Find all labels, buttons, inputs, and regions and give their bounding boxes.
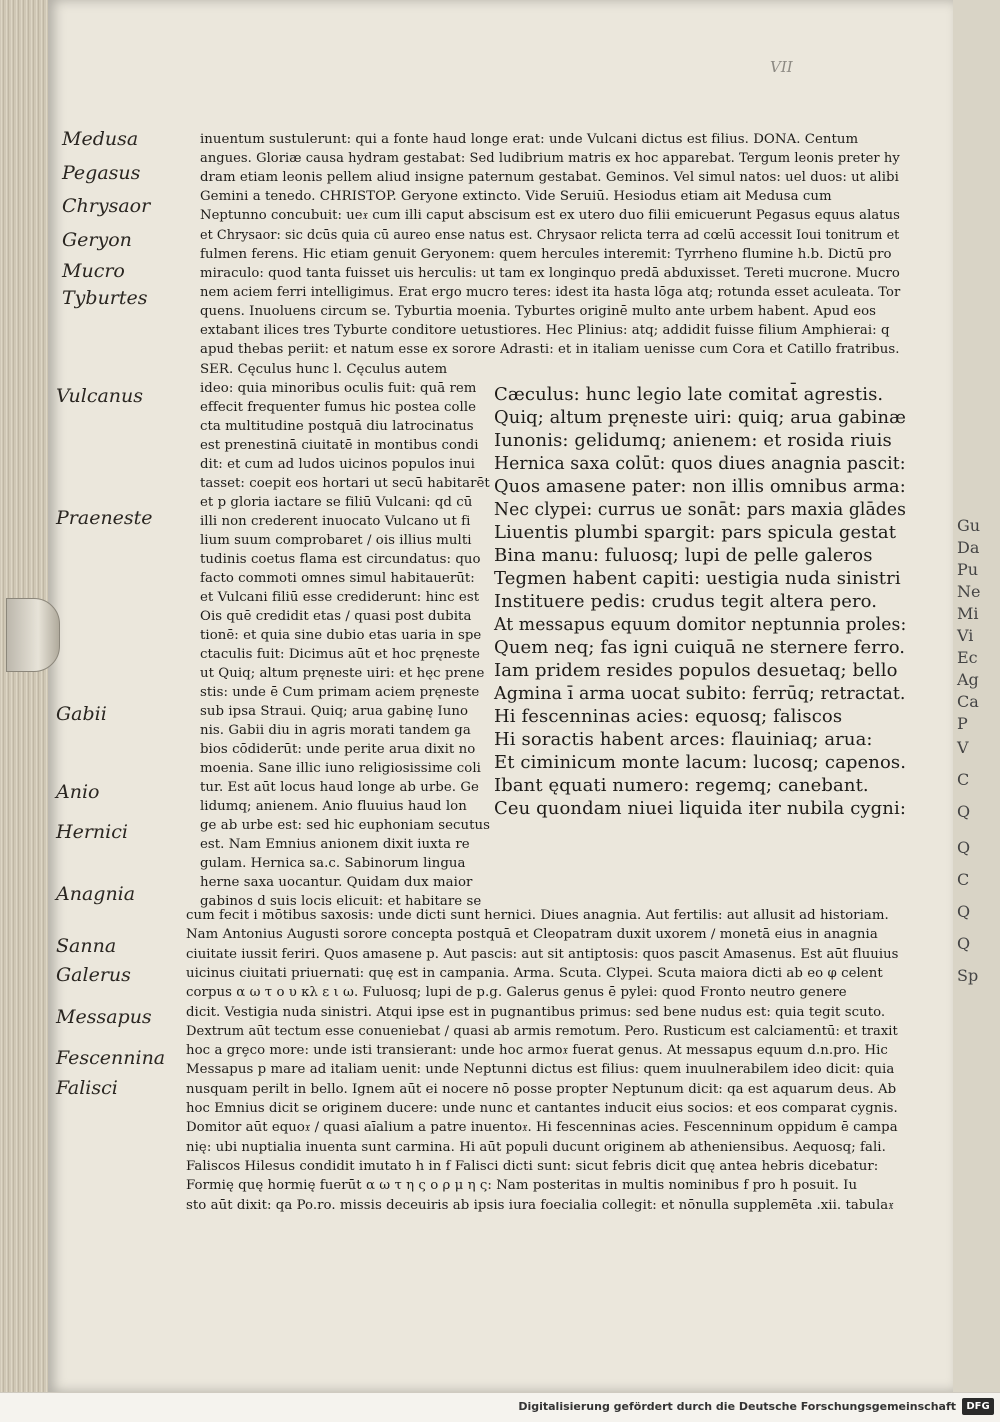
margin-note: Chrysaor <box>62 195 151 217</box>
commentary-line: effecit frequenter fumus hic postea colle <box>200 400 477 415</box>
commentary-line: nusquam perilt in bello. Ignem aūt ei nocere nō posse propter Neptunum dicit: qa est aquarum deus. Ab <box>186 1081 897 1097</box>
verse-line: Liuentis plumbi spargit: pars spicula gestat <box>494 522 897 543</box>
commentary-line: dram etiam leonis pellem aliud insigne paternum gestabat. Geminos. Vel simul natos: uel duos: ut alibi <box>200 170 899 186</box>
margin-note: Messapus <box>56 1006 152 1028</box>
margin-note: Hernici <box>56 821 128 843</box>
verse-line: Iunonis: gelidumq; anienem: et rosida riuis <box>494 430 892 451</box>
commentary-line: tur. Est aūt locus haud longe ab urbe. Ge <box>200 780 479 795</box>
margin-note: Pegasus <box>62 162 141 184</box>
book-page <box>48 0 953 1392</box>
verse-line: Quem neq; fas igni cuiquā ne sternere ferro. <box>494 637 906 658</box>
commentary-line: gabinos d suis locis elicuit: et habitare se <box>200 894 482 909</box>
commentary-line: herne saxa uocantur. Quidam dux maior <box>200 875 473 890</box>
verse-line: Hernica saxa colūt: quos diues anagnia pascit: <box>494 453 906 474</box>
facing-page-letter: Mi <box>957 604 979 623</box>
facing-page-letter: Pu <box>957 560 979 579</box>
verse-line: Nec clypei: currus ue sonāt: pars maxia glādes <box>494 499 906 520</box>
facing-page-letter: P <box>957 714 968 733</box>
margin-note: Sanna <box>56 935 117 957</box>
margin-note: Fescennina <box>56 1047 166 1069</box>
footer-credit: Digitalisierung gefördert durch die Deutsche Forschungsgemeinschaft <box>518 1400 956 1413</box>
verse-line: Quiq; altum pręneste uiri: quiq; arua gabinæ <box>494 407 907 428</box>
commentary-line: et Vulcani filiū esse crediderunt: hinc est <box>200 590 480 605</box>
commentary-line: est prenestinā ciuitatē in montibus condi <box>200 438 479 453</box>
commentary-line: Dextrum aūt tectum esse conueniebat / quasi ab armis remotum. Pero. Rusticum est calciamentū: et traxit <box>186 1023 898 1039</box>
dfg-logo: DFG <box>962 1398 994 1415</box>
verse-line: Iam pridem resides populos desuetaq; bello <box>494 660 898 681</box>
facing-page-letter: Ag <box>957 670 979 689</box>
footer-bar <box>0 1392 1000 1422</box>
commentary-line: hoc a grȩco more: unde isti transierant: unde hoc armo𝔵 fuerat genus. At messapus equum d.n.pro. Hic <box>186 1043 888 1059</box>
facing-page-letter: Da <box>957 538 980 557</box>
margin-note: Anio <box>56 781 100 803</box>
commentary-line: apud thebas periit: et natum esse ex sorore Adrasti: et in italiam uenisse cum Cora et Catillo fratribus. <box>200 342 900 358</box>
verse-line: Ceu quondam niuei liquida iter nubila cygni: <box>494 798 906 819</box>
margin-note: Anagnia <box>56 883 136 905</box>
commentary-line: corpus α ω τ ο υ κλ ε ι ω. Fuluosq; lupi de p.g. Galerus genus ē pylei: quod Fronto neutro genere <box>186 985 847 1001</box>
margin-note: Praeneste <box>56 507 153 529</box>
commentary-line: extabant ilices tres Tyburte conditore uetustiores. Hec Plinius: atq; addidit fuisse filium Amphierai: q <box>200 323 890 338</box>
verse-line: Hi fescenninas acies: equosq; faliscos <box>494 706 843 727</box>
verse-line: Quos amasene pater: non illis omnibus arma: <box>494 476 906 497</box>
verse-line: Agmina ī arma uocat subito: ferrūq; retractat. <box>494 683 906 704</box>
verse-line: Hi soractis habent arces: flauiniaq; arua: <box>494 729 873 750</box>
margin-note: Falisci <box>56 1077 118 1099</box>
commentary-line: nem aciem ferri intelligimus. Erat ergo mucro teres: idest ita hasta lōga atq; rotunda esset aculeata. Tor <box>200 284 901 300</box>
commentary-line: lium suum comprobaret / ois illius multi <box>200 533 472 548</box>
commentary-line: illi non crederent inuocato Vulcano ut fi <box>200 514 471 529</box>
commentary-line: tionē: et quia sine dubio etas uaria in spe <box>200 628 482 643</box>
facing-page-letter: Ne <box>957 582 981 601</box>
commentary-line: inuentum sustulerunt: qui a fonte haud longe erat: unde Vulcani dictus est filius. DONA. Centum <box>200 132 859 147</box>
commentary-line: hoc Emnius dicit se originem ducere: unde nunc et cantantes inducit eius socios: et eos comparat cygnis. <box>186 1101 898 1116</box>
commentary-line: moenia. Sane illic iuno religiosissime coli <box>200 761 481 776</box>
commentary-line: cta multitudine postquā diu latrocinatus <box>200 419 474 434</box>
commentary-line: sto aūt dixit: qa Po.ro. missis deceuiris ab ipsis iura foecialia collegit: et nōnulla supplemēta .xii. tabula𝔵 <box>186 1197 894 1213</box>
commentary-line: Formię quę hormię fuerūt α ω τ η ς ο ρ μ η ς: Nam posteritas in multis nominibus f pro h posuit. Iu <box>186 1178 858 1194</box>
commentary-line: fulmen ferens. Hic etiam genuit Geryonem: quem hercules interemit: Tyrrheno flumine h.b. Dictū pro <box>200 246 892 262</box>
commentary-line: et p gloria iactare se filiū Vulcani: qd cū <box>200 495 473 510</box>
commentary-line: dicit. Vestigia nuda sinistri. Atqui ipse est in pugnantibus primus: sed bene nudus est: quia tegit scuto. <box>186 1004 886 1020</box>
commentary-line: ut Quiq; altum pręneste uiri: et hęc prene <box>200 666 485 681</box>
verse-line: At messapus equum domitor neptunnia proles: <box>494 614 907 635</box>
commentary-line: Messapus p mare ad italiam uenit: unde Neptunni dictus est filius: quem inuulnerabilem ideo dicit: quia <box>186 1062 895 1078</box>
commentary-line: miraculo: quod tanta fuisset uis herculis: ut tam ex longinquo predā abduxisset. Tereti mucrone. Mucro <box>200 265 900 281</box>
verse-line: Tegmen habent capiti: uestigia nuda sinistri <box>494 568 901 589</box>
margin-note: Mucro <box>62 260 125 282</box>
margin-note: Galerus <box>56 964 131 986</box>
facing-page-letter: Vi <box>957 626 974 645</box>
verse-line: Ibant ęquati numero: regemq; canebant. <box>494 775 869 796</box>
facing-page-letter: Q <box>957 902 971 921</box>
margin-note: Geryon <box>62 229 132 251</box>
verse-line: Cæculus: hunc legio late comitat̄ agrestis. <box>494 384 884 405</box>
commentary-line: gulam. Hernica sa.c. Sabinorum lingua <box>200 856 466 871</box>
facing-page-letter: Q <box>957 838 971 857</box>
commentary-line: Ois quē credidit etas / quasi post dubita <box>200 609 472 624</box>
verse-line: Bina manu: fuluosq; lupi de pelle galeros <box>494 545 873 566</box>
commentary-line: angues. Gloriæ causa hydram gestabat: Sed ludibrium matris ex hoc apparebat. Tergum leonis preter hy <box>200 151 900 167</box>
facing-page-letter: C <box>957 870 970 889</box>
commentary-line: Gemini a tenedo. CHRISTOP. Geryone extincto. Vide Seruiū. Hesiodus etiam ait Medusa cum <box>200 189 832 205</box>
commentary-line: ideo: quia minoribus oculis fuit: quā rem <box>200 381 477 396</box>
commentary-line: nię: ubi nuptialia inuenta sunt carmina. Hi aūt populi ducunt originem ab atheniensibus. Aequosq; fali. <box>186 1139 886 1155</box>
commentary-line: sub ipsa Straui. Quiq; arua gabinę Iuno <box>200 704 469 719</box>
commentary-line: quens. Inuoluens circum se. Tyburtia moenia. Tyburtes originē multo ante urbem habent. Apud eos <box>200 303 877 319</box>
commentary-line: Domitor aūt equo𝔵 / quasi aīalium a patre inuento𝔵. Hi fescenninas acies. Fescenninum oppidum ē campa <box>186 1120 898 1136</box>
verse-line: Et ciminicum monte lacum: lucosq; capenos. <box>494 752 907 773</box>
facing-page-letter: V <box>957 738 969 757</box>
commentary-line: et Chrysaor: sic dcūs quia cū aureo ense natus est. Chrysaor relicta terra ad cœlū accessit Ioui tonitrum et <box>200 227 900 243</box>
facing-page-letter: Q <box>957 934 971 953</box>
commentary-line: Faliscos Hilesus condidit imutato h in f Falisci dicti sunt: sicut febris dicit quę antea hebris dicebatur: <box>186 1158 879 1174</box>
commentary-line: dit: et cum ad ludos uicinos populos inui <box>200 457 475 472</box>
commentary-line: facto commoti omnes simul habitauerūt: <box>200 571 475 586</box>
commentary-line: est. Nam Emnius anionem dixit iuxta re <box>200 837 470 852</box>
commentary-line: Neptunno concubuit: ue𝔵 cum illi caput abscisum est ex utero duo filii emicuerunt Pegasus equus alatus <box>200 208 900 224</box>
commentary-line: ciuitate iussit feriri. Quos amasene p. Aut pascis: aut sit antiptosis: quos pascit Amasenus. Est aūt fluuius <box>186 946 899 962</box>
margin-note: Gabii <box>56 703 107 725</box>
commentary-line: lidumq; anienem. Anio fluuius haud lon <box>200 799 467 814</box>
book-page-edges <box>0 0 50 1392</box>
facing-page-edge <box>953 0 1000 1392</box>
commentary-line: ctaculis fuit: Dicimus aūt et hoc pręneste <box>200 647 480 662</box>
facing-page-letter: Gu <box>957 516 981 535</box>
margin-note: Vulcanus <box>56 385 144 407</box>
facing-page-letter: Ec <box>957 648 978 667</box>
margin-note: Medusa <box>62 128 139 150</box>
commentary-line: ge ab urbe est: sed hic euphoniam secutus <box>200 818 491 833</box>
commentary-line: tasset: coepit eos hortari ut secū habitarēt <box>200 476 490 491</box>
commentary-line: cum fecit i mōtibus saxosis: unde dicti sunt hernici. Diues anagnia. Aut fertilis: aut allusit ad historiam. <box>186 908 889 923</box>
foliation-number: VII <box>770 58 793 76</box>
commentary-line: stis: unde ē Cum primam aciem pręneste <box>200 685 480 700</box>
commentary-line: tudinis coetus flama est circundatus: quo <box>200 552 481 567</box>
verse-line: Instituere pedis: crudus tegit altera pero. <box>494 591 878 612</box>
facing-page-letter: Q <box>957 802 971 821</box>
facing-page-letter: Ca <box>957 692 979 711</box>
commentary-line: nis. Gabii diu in agris morati tandem ga <box>200 723 471 738</box>
facing-page-letter: Sp <box>957 966 979 985</box>
commentary-line: SER. Cęculus hunc l. Cęculus autem <box>200 362 448 377</box>
commentary-line: Nam Antonius Augusti sorore concepta postquā et Cleopatram duxit uxorem / monetā eius in anagnia <box>186 927 878 943</box>
facing-page-letter: C <box>957 770 970 789</box>
margin-note: Tyburtes <box>62 287 148 309</box>
page-clip <box>6 598 60 672</box>
commentary-line: uicinus ciuitati priuernati: quę est in campania. Arma. Scuta. Clypei. Scuta maiora dicti ab eo φ celent <box>186 965 883 981</box>
commentary-line: bios cōdiderūt: unde perite arua dixit no <box>200 742 476 757</box>
